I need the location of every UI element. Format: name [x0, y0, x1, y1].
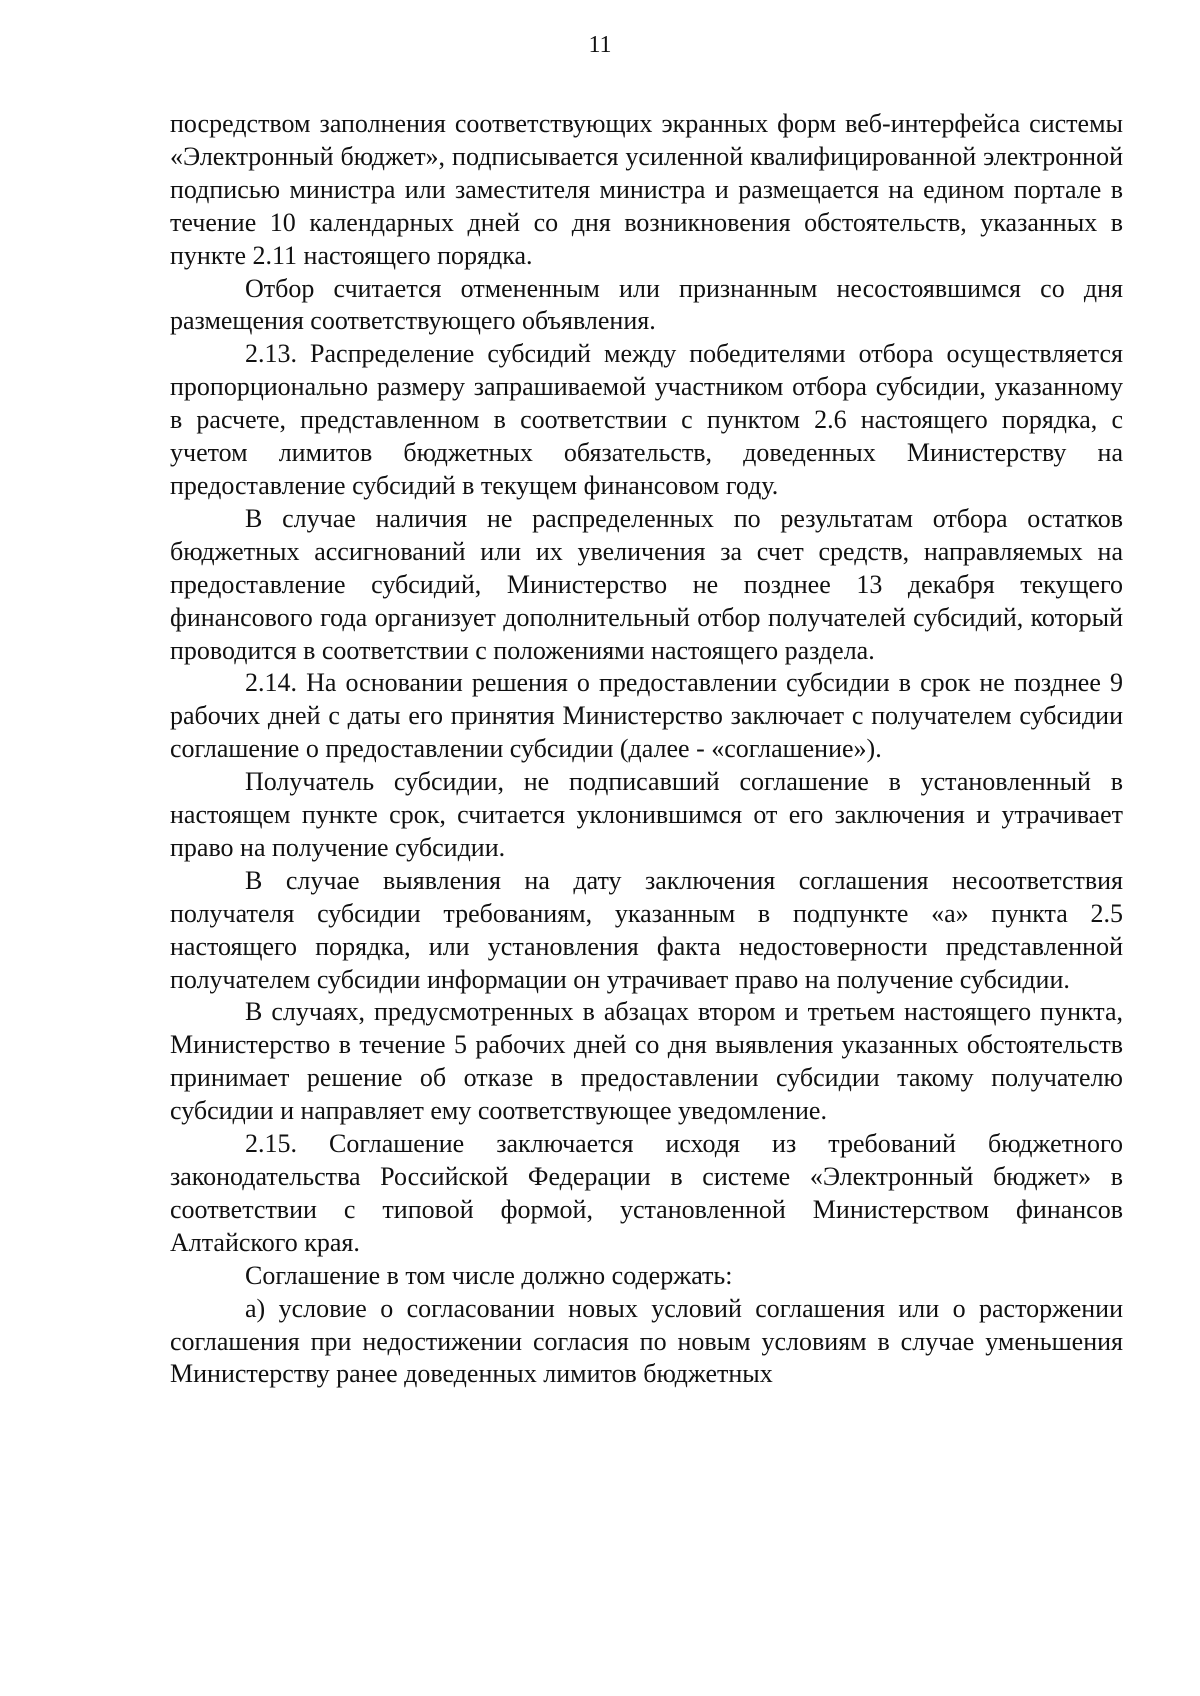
paragraph-continuation: посредством заполнения соответствующих экранных форм веб-интерфейса системы «Электронный бюджет», подписывается усиленной квалифицированной электронной подписью министра или заместителя министра и размещается на едином портале в течение 10 календарных дней со дня возникновения обстоятельств, указанных в пункте 2.11 настоящего порядка. [170, 109, 1123, 270]
document-body [170, 108, 1123, 1391]
paragraph-2-14: 2.14. На основании решения о предоставлении субсидии в срок не позднее 9 рабочих дней с даты его принятия Министерство заключает с получателем субсидии соглашение о предоставлении субсидии (далее - «соглашение»). [170, 668, 1123, 764]
page-number: 11 [588, 32, 612, 58]
paragraph-additional-selection: В случае наличия не распределенных по результатам отбора остатков бюджетных ассигнований или их увеличения за счет средств, направляемых на предоставление субсидий, Министерство не позднее 13 декабря текущего финансового года организует дополнительный отбор получателей субсидий, который проводится в соответствии с положениями настоящего раздела. [170, 503, 1123, 665]
paragraph-refusal-decision: В случаях, предусмотренных в абзацах втором и третьем настоящего пункта, Министерство в течение 5 рабочих дней со дня выявления указанных обстоятельств принимает решение об отказе в предоставлении субсидии такому получателю субсидии и направляет ему соответствующее уведомление. [170, 997, 1123, 1126]
paragraph-2-13: 2.13. Распределение субсидий между победителями отбора осуществляется пропорционально размеру запрашиваемой участником отбора субсидии, указанному в расчете, представленном в соответствии с пунктом 2.6 настоящего порядка, с учетом лимитов бюджетных обязательств, доведенных Министерству на предоставление субсидий в текущем финансовом году. [170, 339, 1123, 500]
paragraph-2-15: 2.15. Соглашение заключается исходя из требований бюджетного законодательства Российской Федерации в системе «Электронный бюджет» в соответствии с типовой формой, установленной Министерством финансов Алтайского края. [170, 1129, 1123, 1257]
paragraph-subitem-a: а) условие о согласовании новых условий соглашения или о расторжении соглашения при недостижении согласия по новым условиям в случае уменьшения Министерству ранее доведенных лимитов бюджетных [170, 1293, 1123, 1389]
paragraph-selection-cancelled: Отбор считается отмененным или признанным несостоявшимся со дня размещения соответствующего объявления. [170, 273, 1123, 336]
paragraph-nonconformity: В случае выявления на дату заключения соглашения несоответствия получателя субсидии требованиям, указанным в подпункте «а» пункта 2.5 настоящего порядка, или установления факта недостоверности представленной получателем субсидии информации он утрачивает право на получение субсидии. [170, 865, 1123, 994]
paragraph-unsigned-agreement: Получатель субсидии, не подписавший соглашение в установленный в настоящем пункте срок, считается уклонившимся от его заключения и утрачивает право на получение субсидии. [170, 767, 1123, 862]
paragraph-agreement-contents: Соглашение в том числе должно содержать: [245, 1260, 733, 1290]
